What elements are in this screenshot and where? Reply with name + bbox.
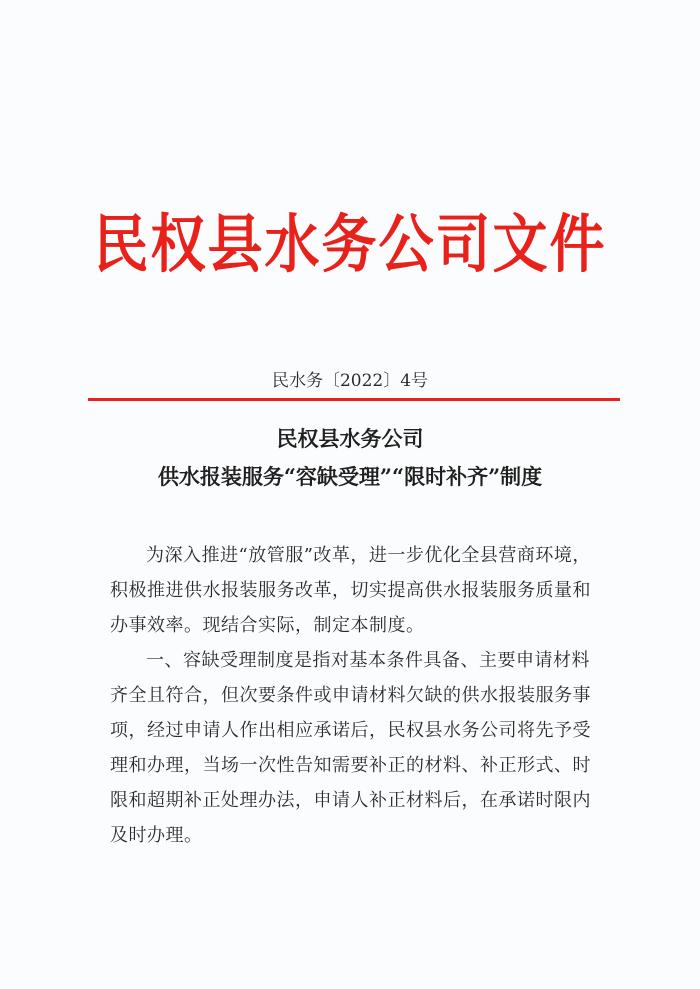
document-title-line2: 供水报装服务“容缺受理”“限时补齐”制度 (157, 464, 543, 489)
document-number: 民水务〔2022〕4号 (271, 371, 429, 391)
document-title-line1: 民权县水务公司 (276, 426, 424, 451)
organization-header-title: 民权县水务公司文件 (93, 206, 607, 281)
document-body (110, 538, 600, 853)
red-divider-line (88, 398, 620, 401)
body-paragraph-section-1: 一、容缺受理制度是指对基本条件具备、主要申请材料齐全且符合，但次要条件或申请材料欠缺的供水报装服务事项，经过申请人作出相应承诺后，民权县水务公司将先予受理和办理，当场一次性告知需要补正的材料、补正形式、时限和超期补正处理办法，申请人补正材料后，在承诺时限内及时办理。 (110, 650, 591, 846)
body-paragraph-intro: 为深入推进“放管服”改革，进一步优化全县营商环境，积极推进供水报装服务改革，切实提高供水报装服务质量和办事效率。现结合实际，制定本制度。 (110, 545, 591, 636)
